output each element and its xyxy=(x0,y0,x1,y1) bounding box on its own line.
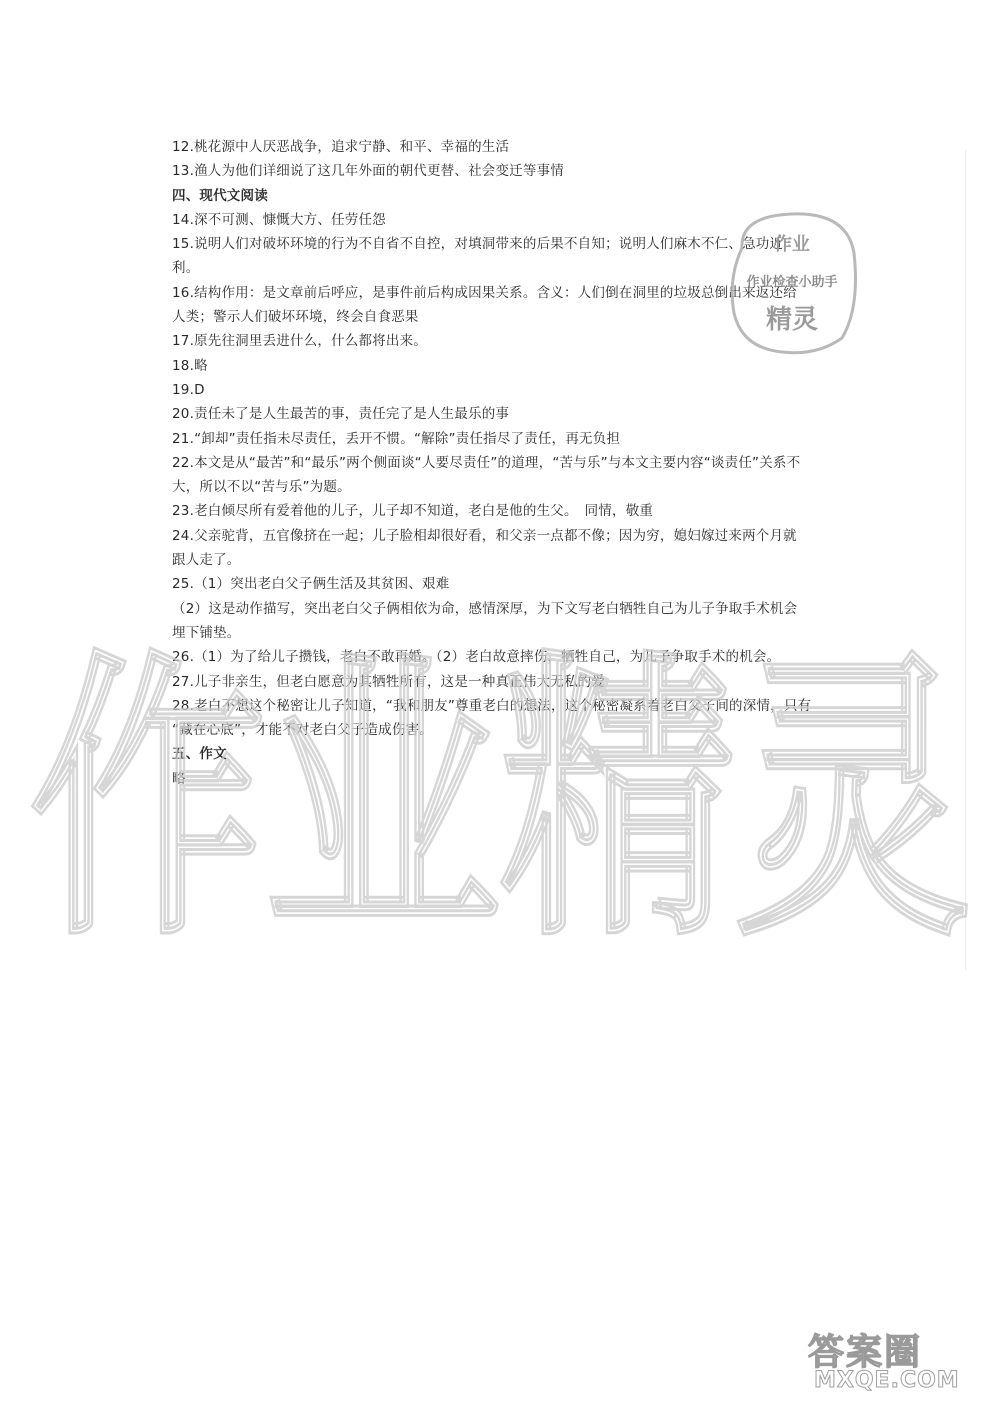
site-logo xyxy=(800,1322,990,1402)
stamp-top-text: 作业 xyxy=(774,234,810,255)
section-heading: 五、作文 xyxy=(172,746,227,763)
answer-line: 利。 xyxy=(172,260,200,277)
answer-line: 23.老白倾尽所有爱着他的儿子，儿子却不知道，老白是他的生父。 同情，敬重 xyxy=(172,503,654,520)
answer-line: 28.老白不想这个秘密让儿子知道，“我和朋友”尊重老白的想法，这个秘密凝系着老白父子间的深情，只有 xyxy=(172,697,812,714)
answer-line: （2）这是动作描写，突出老白父子俩相依为命，感情深厚，为下文写老白牺牲自己为儿子争取手术机会 xyxy=(172,600,798,617)
stamp-bottom-text: 精灵 xyxy=(765,305,819,335)
answer-line: 18.略 xyxy=(172,357,208,374)
answer-line: 埋下铺垫。 xyxy=(172,624,241,641)
answer-line: 14.深不可测、慷慨大方、任劳任怨 xyxy=(172,211,386,228)
answer-line: 大，所以不以“苦与乐”为题。 xyxy=(172,479,351,496)
answer-line: 26.（1）为了给儿子攒钱，老白不敢再婚。（2）老白故意摔伤，牺牲自己，为儿子争取手术的机会。 xyxy=(172,649,781,666)
answer-line: 15.说明人们对破坏环境的行为不自省不自控，对填洞带来的后果不自知；说明人们麻木不仁、急功近 xyxy=(172,236,784,253)
answer-line: 27.儿子非亲生，但老白愿意为其牺牲所有，这是一种真正伟大无私的爱 xyxy=(172,673,606,690)
answer-line: 12.桃花源中人厌恶战争，追求宁静、和平、幸福的生活 xyxy=(172,139,510,155)
answer-line: 16.结构作用：是文章前后呼应，是事件前后构成因果关系。含义：人们倒在洞里的垃圾总倒出来返还给 xyxy=(172,284,797,301)
answer-line: 24.父亲驼背，五官像挤在一起；儿子脸相却很好看，和父亲一点都不像；因为穷，媳妇嫁过来两个月就 xyxy=(172,527,797,544)
stamp-image xyxy=(722,208,862,358)
answer-line: 略 xyxy=(172,770,186,787)
logo-title: 答案圈 xyxy=(808,1332,923,1373)
answer-line: 人类；警示人们破坏环境，终会自食恶果 xyxy=(172,309,419,326)
section-heading: 四、现代文阅读 xyxy=(172,187,268,204)
watermark-image xyxy=(30,620,980,950)
answer-line: 跟人走了。 xyxy=(172,552,241,569)
stamp-middle-text: 作业检查小助手 xyxy=(746,275,838,290)
answer-line: 13.渔人为他们详细说了这几年外面的朝代更替、社会变迁等事情 xyxy=(172,163,564,180)
answer-line: 19.D xyxy=(172,381,205,398)
answer-line: 20.责任未了是人生最苦的事，责任完了是人生最乐的事 xyxy=(172,406,510,423)
logo-url: MXQE.COM xyxy=(814,1368,960,1393)
answer-line: 22.本文是从“最苦”和“最乐”两个侧面谈“人要尽责任”的道理，“苦与乐”与本文主要内容“谈责任”关系不 xyxy=(172,454,801,471)
answer-line: “藏在心底”，才能不对老白父子造成伤害。 xyxy=(172,722,433,739)
answer-line: 17.原先往洞里丢进什么，什么都将出来。 xyxy=(172,333,427,350)
answer-line: 25.（1）突出老白父子俩生活及其贫困、艰难 xyxy=(172,576,450,593)
watermark-text: 作业精灵 xyxy=(30,627,971,950)
answer-line: 21.“卸却”责任指未尽责任，丢开不惯。“解除”责任指尽了责任，再无负担 xyxy=(172,430,621,447)
